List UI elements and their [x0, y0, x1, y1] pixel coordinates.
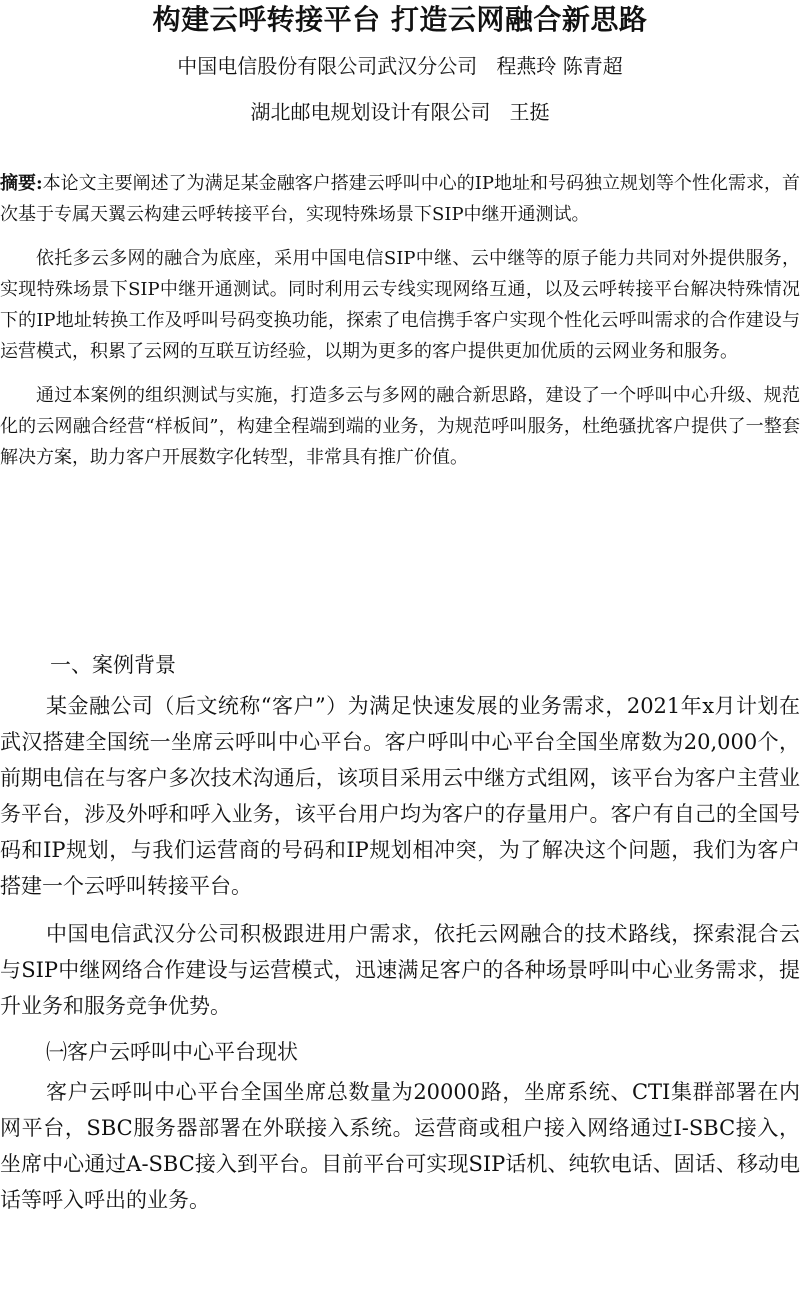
- body-section: [0, 648, 800, 1230]
- abstract-label: 摘要:: [0, 173, 43, 194]
- section-heading: 一、案例背景: [50, 653, 176, 677]
- author-affiliation-line: 中国电信股份有限公司武汉分公司 程燕玲 陈青超: [177, 54, 623, 78]
- abstract-section: [0, 168, 800, 486]
- body-paragraph: 中国电信武汉分公司积极跟进用户需求，依托云网融合的技术路线，探索混合云与SIP中继网络合作建设与运营模式，迅速满足客户的各种场景呼叫中心业务需求，提升业务和服务竞争优势。: [0, 922, 800, 1018]
- abstract-paragraph: 依托多云多网的融合为底座，采用中国电信SIP中继、云中继等的原子能力共同对外提供服务，实现特殊场景下SIP中继开通测试。同时利用云专线实现网络互通，以及云呼转接平台解决特殊情况下的IP地址转换工作及呼叫号码变换功能，探索了电信携手客户实现个性化云呼叫需求的合作建设与运营模式，积累了云网的互联互访经验，以期为更多的客户提供更加优质的云网业务和服务。: [0, 248, 800, 362]
- body-paragraph: 某金融公司（后文统称“客户”）为满足快速发展的业务需求，2021年x月计划在武汉搭建全国统一坐席云呼叫中心平台。客户呼叫中心平台全国坐席数为20,000个，前期电信在与客户多次技术沟通后，该项目采用云中继方式组网，该平台为客户主营业务平台，涉及外呼和呼入业务，该平台用户均为客户的存量用户。客户有自己的全国号码和IP规划，与我们运营商的号码和IP规划相冲突，为了解决这个问题，我们为客户搭建一个云呼叫转接平台。: [0, 694, 800, 898]
- subsection-heading: ㈠客户云呼叫中心平台现状: [46, 1040, 298, 1064]
- abstract-text: 本论文主要阐述了为满足某金融客户搭建云呼叫中心的IP地址和号码独立规划等个性化需求，首次基于专属天翼云构建云呼转接平台，实现特殊场景下SIP中继开通测试。: [0, 173, 800, 225]
- body-paragraph: 客户云呼叫中心平台全国坐席总数量为20000路，坐席系统、CTI集群部署在内网平台，SBC服务器部署在外联接入系统。运营商或租户接入网络通过I-SBC接入，坐席中心通过A-SBC接入到平台。目前平台可实现SIP话机、纯软电话、固话、移动电话等呼入呼出的业务。: [0, 1080, 800, 1212]
- paper-title: 构建云呼转接平台 打造云网融合新思路: [152, 3, 648, 36]
- author-affiliation-line: 湖北邮电规划设计有限公司 王挺: [250, 100, 550, 124]
- abstract-paragraph: [0, 168, 800, 230]
- abstract-paragraph: 通过本案例的组织测试与实施，打造多云与多网的融合新思路，建设了一个呼叫中心升级、规范化的云网融合经营“样板间”，构建全程端到端的业务，为规范呼叫服务，杜绝骚扰客户提供了一整套解决方案，助力客户开展数字化转型，非常具有推广价值。: [0, 385, 800, 468]
